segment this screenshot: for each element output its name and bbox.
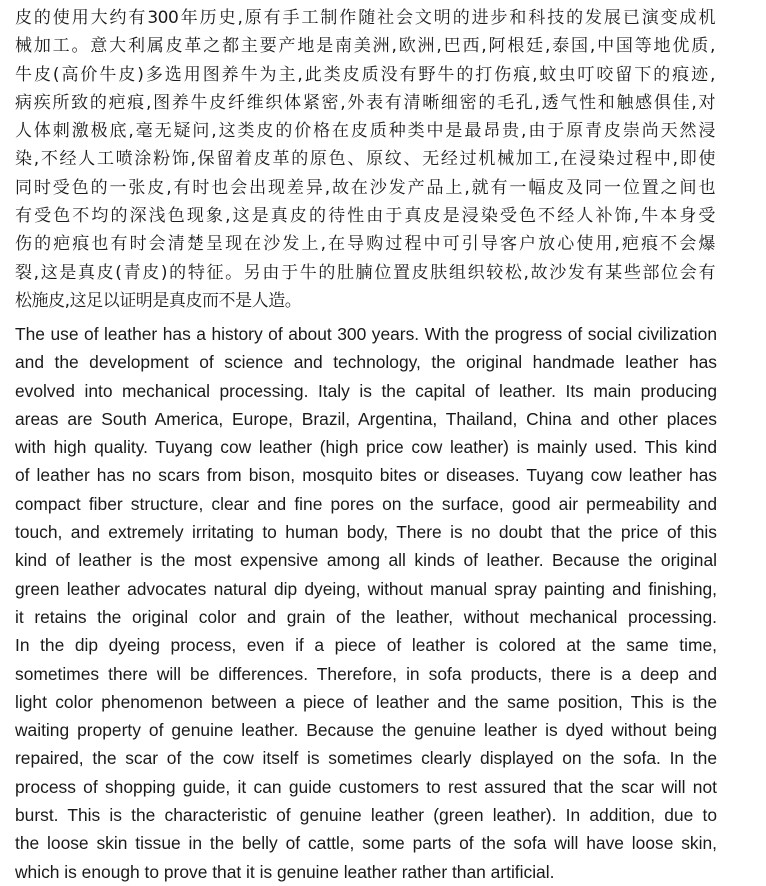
chinese-text-line: 染,不经人工喷涂粉饰,保留着皮革的原色、原纹、无经过机械加工,在浸染过程中,即使 xyxy=(15,149,715,170)
english-text-line: process of shopping guide, it can guide customers to rest assured that the scar will not xyxy=(15,776,717,797)
english-text-line: The use of leather has a history of about 300 years. With the progress of social civilization xyxy=(15,324,717,344)
english-text-line: green leather advocates natural dip dyeing, without manual spray painting and finishing, xyxy=(15,578,717,599)
english-text-line: waiting property of genuine leather. Because the genuine leather is dyed without being xyxy=(15,720,717,741)
english-text-line: evolved into mechanical processing. Italy is the capital of leather. Its main producing xyxy=(15,380,717,401)
english-text-line: which is enough to prove that it is genuine leather rather than artificial. xyxy=(15,861,555,882)
english-text-line: compact fiber structure, clear and fine pores on the surface, good air permeability and xyxy=(15,493,717,514)
chinese-text-line: 械加工。意大利属皮革之都主要产地是南美洲,欧洲,巴西,阿根廷,泰国,中国等地优质, xyxy=(15,36,715,57)
english-text-line: of leather has no scars from bison, mosquito bites or diseases. Tuyang cow leather has xyxy=(15,465,717,486)
chinese-text-line: 伤的疤痕也有时会清楚呈现在沙发上,在导购过程中可引导客户放心使用,疤痕不会爆 xyxy=(15,234,715,255)
english-text-line: it retains the original color and grain of the leather, without mechanical processing. xyxy=(15,606,717,627)
chinese-text-line: 牛皮(高价牛皮)多选用图养牛为主,此类皮质没有野牛的打伤痕,蚊虫叮咬留下的痕迹, xyxy=(15,64,715,85)
english-text-line: areas are South America, Europe, Brazil, Argentina, Thailand, China and other places xyxy=(15,408,717,429)
english-text-line: burst. This is the characteristic of genuine leather (green leather). In addition, due to xyxy=(15,805,717,826)
english-text-line: kind of leather is the most expensive among all kinds of leather. Because the original xyxy=(15,550,717,571)
english-text-line: the loose skin tissue in the belly of cattle, some parts of the sofa will have loose skin, xyxy=(15,833,717,854)
chinese-text-line: 有受色不均的深浅色现象,这是真皮的待性由于真皮是浸染受色不经人补饰,牛本身受 xyxy=(15,206,715,227)
chinese-text-line: 松施皮,这足以证明是真皮而不是人造。 xyxy=(15,290,302,311)
chinese-text-line: 同时受色的一张皮,有时也会出现差异,故在沙发产品上,就有一幅皮及同一位置之间也 xyxy=(15,177,715,198)
chinese-text-line: 裂,这是真皮(青皮)的特征。另由于牛的肚腩位置皮肤组织较松,故沙发有某些部位会有 xyxy=(15,262,715,283)
chinese-text-line: 人体刺激极底,毫无疑问,这类皮的价格在皮质种类中是最昂贵,由于原青皮崇尚天然浸 xyxy=(15,121,715,142)
english-text-line: In the dip dyeing process, even if a piece of leather is colored at the same time, xyxy=(15,635,717,656)
english-text-line: and the development of science and technology, the original handmade leather has xyxy=(15,352,717,373)
chinese-text-line: 病疾所致的疤痕,图养牛皮纤维织体紧密,外表有清晰细密的毛孔,透气性和触感俱佳,对 xyxy=(15,92,715,113)
chinese-text-line: 皮的使用大约有300年历史,原有手工制作随社会文明的进步和科技的发展已演变成机 xyxy=(15,8,715,28)
english-text-line: repaired, the scar of the cow itself is sometimes clearly displayed on the sofa. In the xyxy=(15,748,717,769)
chinese-paragraph xyxy=(15,4,715,315)
english-paragraph xyxy=(15,320,717,886)
english-text-line: light color phenomenon between a piece of leather and the same position, This is the xyxy=(15,691,717,712)
english-text-line: with high quality. Tuyang cow leather (high price cow leather) is mainly used. This kind xyxy=(15,437,717,458)
english-text-line: touch, and extremely irritating to human body, There is no doubt that the price of this xyxy=(15,522,717,543)
english-text-line: sometimes there will be differences. Therefore, in sofa products, there is a deep and xyxy=(15,663,717,684)
